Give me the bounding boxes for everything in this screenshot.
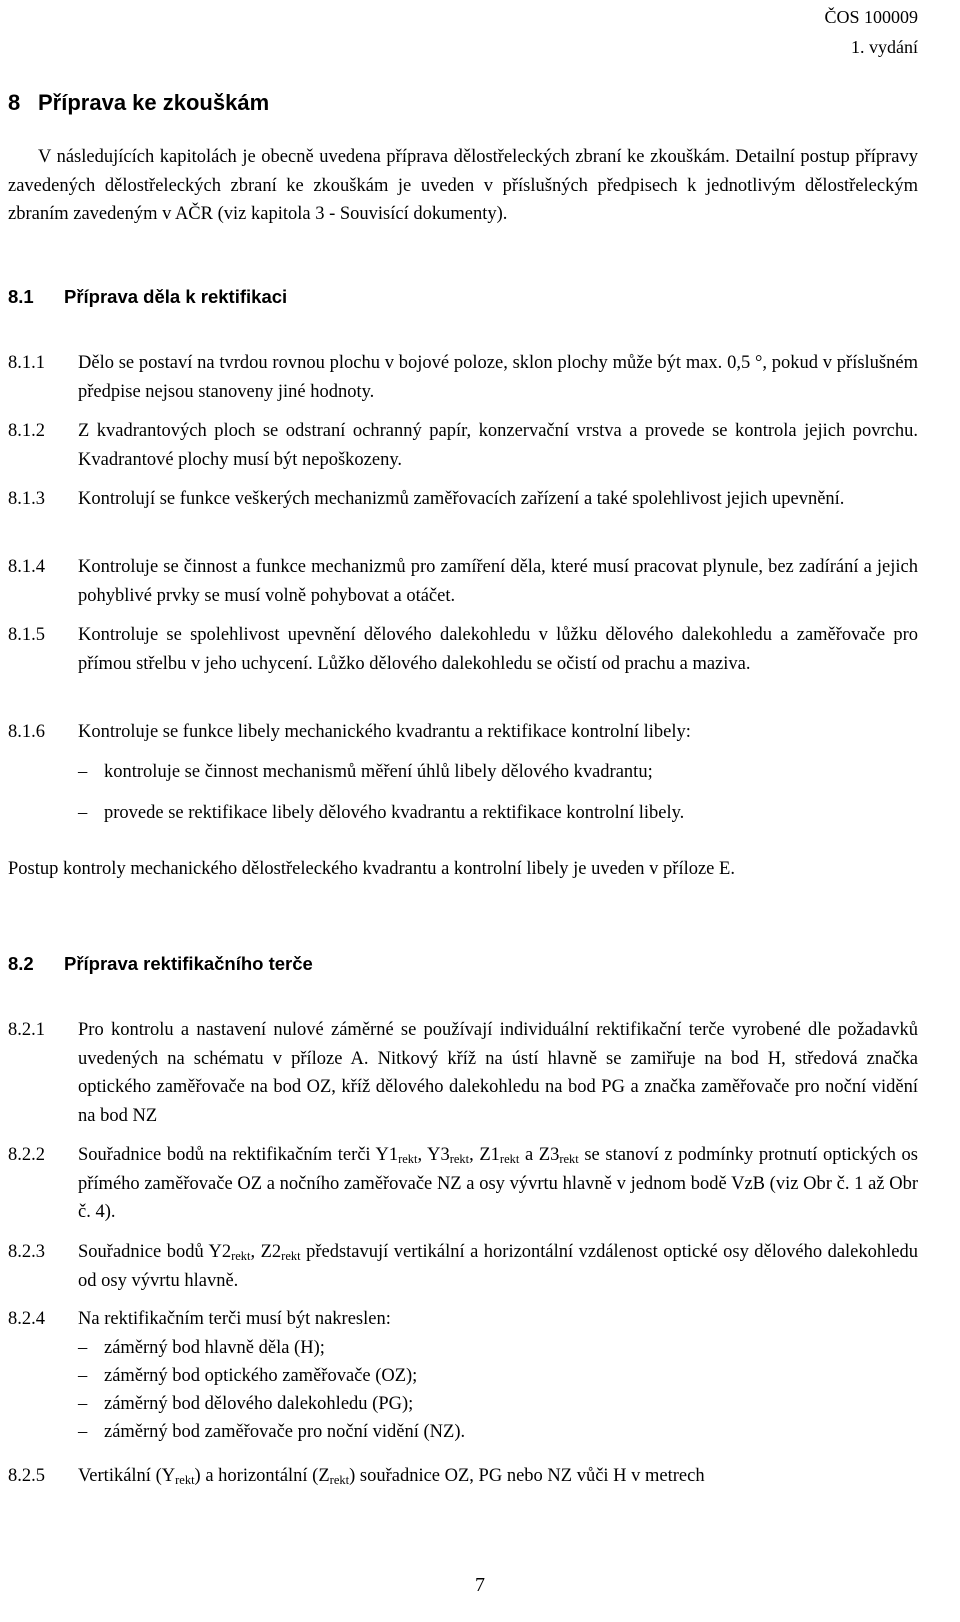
item-text: Kontrolují se funkce veškerých mechanizmů zaměřovacích zařízení a také spolehlivost jejich upevnění. — [78, 489, 845, 509]
list-item-text: záměrný bod dělového dalekohledu (PG); — [104, 1394, 414, 1414]
item-number: 8.1.5 — [8, 625, 45, 645]
dash-bullet: – — [78, 1422, 88, 1442]
list-item-text: záměrný bod zaměřovače pro noční vidění (NZ). — [104, 1422, 466, 1442]
page-number: 7 — [475, 1574, 485, 1596]
list-item-text: provede se rektifikace libely dělového kvadrantu a rektifikace kontrolní libely. — [104, 803, 685, 823]
section-number: 8.2 — [8, 953, 34, 974]
item-number: 8.2.5 — [8, 1466, 45, 1486]
item-text: Z kvadrantových ploch se odstraní ochranný papír, konzervační vrstva a provede se kontrola jejich povrchu. Kvadrantové plochy musí být nepoškozeny. — [78, 421, 918, 470]
item-number: 8.2.4 — [8, 1309, 45, 1329]
list-item-text: kontroluje se činnost mechanismů měření úhlů libely dělového kvadrantu; — [104, 762, 653, 782]
dash-bullet: – — [78, 803, 88, 823]
item-number: 8.1.1 — [8, 353, 45, 373]
item-text: Kontroluje se činnost a funkce mechanizmů pro zamíření děla, které musí pracovat plynule, bez zadírání a jejich pohyblivé prvky se musí volně pohybovat a otáčet. — [78, 557, 918, 606]
edition: 1. vydání — [851, 37, 918, 57]
chapter-number: 8 — [8, 90, 21, 115]
item-text: Na rektifikačním terči musí být nakreslen: — [78, 1309, 391, 1329]
after-paragraph: Postup kontroly mechanického dělostřeleckého kvadrantu a kontrolní libely je uveden v příloze E. — [8, 859, 735, 879]
item-text: Dělo se postaví na tvrdou rovnou plochu v bojové poloze, sklon plochy může být max. 0,5 °, pokud v příslušném předpise nejsou stanoveny jiné hodnoty. — [78, 353, 918, 402]
item-text: Souřadnice bodů $Y2_{rekt}$, $Z2_{rekt}$ představují vertikální a horizontální vzdálenost optické osy dělového dalekohledu od osy vývrtu hlavně. — [78, 1242, 918, 1291]
item-number: 8.2.1 — [8, 1020, 45, 1040]
section-number: 8.1 — [8, 286, 34, 307]
section-title: Příprava děla k rektifikaci — [64, 286, 288, 307]
dash-bullet: – — [78, 1366, 88, 1386]
item-number: 8.1.4 — [8, 557, 45, 577]
list-item-text: záměrný bod hlavně děla (H); — [104, 1338, 325, 1358]
item-number: 8.1.6 — [8, 722, 45, 742]
item-text: Kontroluje se spolehlivost upevnění dělového dalekohledu v lůžku dělového dalekohledu a zaměřovače pro přímou střelbu v jeho uchycení. Lůžko dělového dalekohledu se očistí od prachu a maziva. — [78, 625, 918, 674]
dash-bullet: – — [78, 762, 88, 782]
dash-bullet: – — [78, 1394, 88, 1414]
list-item-text: záměrný bod optického zaměřovače (OZ); — [104, 1366, 418, 1386]
item-text: Vertikální $(Y_{rekt})$ a horizontální $(Z_{rekt})$ souřadnice OZ, PG nebo NZ vůči H v metrech — [78, 1466, 705, 1487]
item-text: Souřadnice bodů na rektifikačním terči $Y1_{rekt}$, $Y3_{rekt}$, $Z1_{rekt}$ a $Z3_{rekt}$ se stanoví z podmínky protnutí optických os přímého zaměřovače OZ a nočního zaměřovače NZ a osy vývrtu hlavně v jednom bodě VzB (viz Obr č. 1 až Obr č. 4). — [78, 1145, 918, 1222]
item-number: 8.2.3 — [8, 1242, 45, 1262]
item-text: Pro kontrolu a nastavení nulové záměrné se používají individuální rektifikační terče vyrobené dle požadavků uvedených na schématu v příloze A. Nitkový kříž na ústí hlavně se zamiřuje na bod H, středová značka optického zaměřovače na bod OZ, kříž dělového dalekohledu na bod PG a značka zaměřovače pro noční vidění na bod NZ — [78, 1020, 918, 1126]
item-number: 8.1.3 — [8, 489, 45, 509]
intro-paragraph: V následujících kapitolách je obecně uvedena příprava dělostřeleckých zbraní ke zkouškám. Detailní postup přípravy zavedených dělostřeleckých zbraní ke zkouškám je uveden v příslušných předpisech k jednotlivým dělostřeleckým zbraním zavedeným v AČR (viz kapitola 3 - Souvisící dokumenty). — [8, 147, 918, 224]
standard-code: ČOS 100009 — [824, 7, 918, 27]
section-title: Příprava rektifikačního terče — [64, 953, 313, 974]
dash-bullet: – — [78, 1338, 88, 1358]
item-number: 8.2.2 — [8, 1145, 45, 1165]
item-number: 8.1.2 — [8, 421, 45, 441]
chapter-title: Příprava ke zkouškám — [38, 90, 270, 115]
item-text: Kontroluje se funkce libely mechanického kvadrantu a rektifikace kontrolní libely: — [78, 722, 691, 742]
